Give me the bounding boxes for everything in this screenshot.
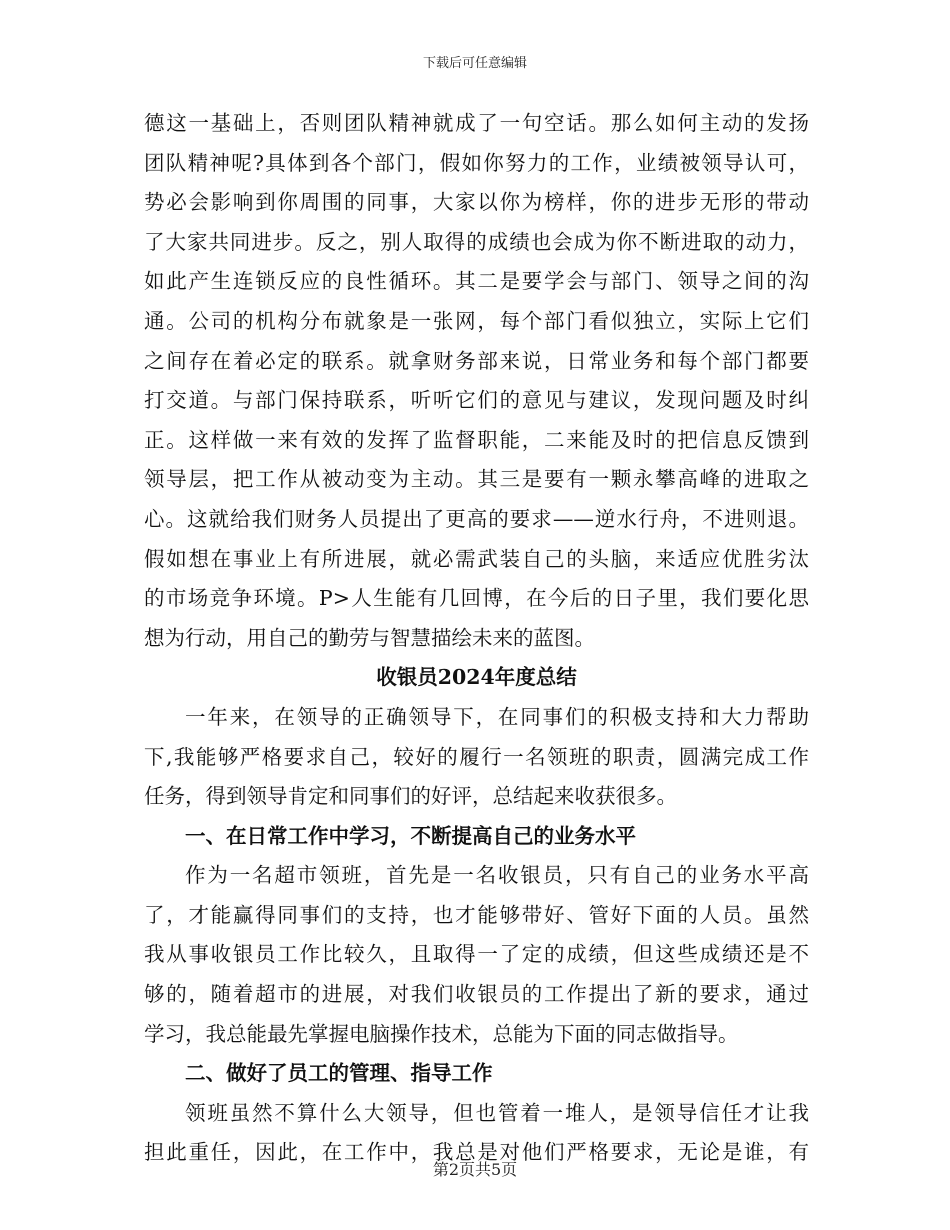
heading-two: 二、做好了员工的管理、指导工作 [185, 1061, 493, 1086]
body-line: 的市场竞争环境。P>人生能有几回博，在今后的日子里，我们要化思 [144, 586, 809, 611]
body-line: 正。这样做一来有效的发挥了监督职能，二来能及时的把信息反馈到 [144, 427, 809, 452]
intro-line: 任务，得到领导肯定和同事们的好评，总结起来收获很多。 [144, 784, 677, 809]
page-header: 下载后可任意编辑 [422, 56, 527, 71]
intro-line: 下,我能够严格要求自己，较好的履行一名领班的职责，圆满完成工作 [144, 744, 809, 769]
body-line: 心。这就给我们财务人员提出了更高的要求——逆水行舟，不进则退。 [144, 506, 809, 531]
section2-line: 担此重任，因此，在工作中，我总是对他们严格要求，无论是谁，有 [144, 1140, 809, 1165]
section1-line: 学习，我总能最先掌握电脑操作技术，总能为下面的同志做指导。 [144, 1021, 739, 1046]
body-line: 如此产生连锁反应的良性循环。其二是要学会与部门、领导之间的沟 [144, 269, 809, 294]
section1-line: 够的，随着超市的进展，对我们收银员的工作提出了新的要求，通过 [144, 982, 809, 1007]
page-footer: 第2页共5页 [432, 1160, 518, 1179]
section1-line: 作为一名超市领班，首先是一名收银员，只有自己的业务水平高 [185, 863, 809, 888]
section1-line: 了，才能赢得同事们的支持，也才能够带好、管好下面的人员。虽然 [144, 902, 809, 927]
body-line: 假如想在事业上有所进展，就必需武装自己的头脑，来适应优胜劣汰 [144, 546, 809, 571]
section1-line: 我从事收银员工作比较久，且取得一了定的成绩，但这些成绩还是不 [144, 942, 809, 967]
body-line: 想为行动，用自己的勤劳与智慧描绘未来的蓝图。 [144, 625, 595, 650]
body-line: 之间存在着必定的联系。就拿财务部来说，日常业务和每个部门都要 [144, 348, 809, 373]
body-line: 领导层，把工作从被动变为主动。其三是要有一颗永攀高峰的进取之 [144, 467, 809, 492]
section-title: 收银员2024年度总结 [376, 665, 577, 690]
body-line: 德这一基础上，否则团队精神就成了一句空话。那么如何主动的发扬 [144, 111, 809, 135]
body-line: 通。公司的机构分布就象是一张网，每个部门看似独立，实际上它们 [144, 308, 809, 333]
section2-line: 领班虽然不算什么大领导，但也管着一堆人，是领导信任才让我 [185, 1100, 809, 1125]
body-line: 团队精神呢?具体到各个部门，假如你努力的工作，业绩被领导认可， [144, 150, 809, 175]
body-line: 了大家共同进步。反之，别人取得的成绩也会成为你不断进取的动力， [144, 229, 809, 254]
body-line: 打交道。与部门保持联系，听听它们的意见与建议，发现问题及时纠 [144, 388, 809, 413]
body-line: 势必会影响到你周围的同事，大家以你为榜样，你的进步无形的带动 [144, 190, 809, 215]
intro-line: 一年来，在领导的正确领导下，在同事们的积极支持和大力帮助 [185, 704, 809, 729]
heading-one: 一、在日常工作中学习，不断提高自己的业务水平 [185, 823, 636, 848]
document-body [144, 104, 809, 1173]
